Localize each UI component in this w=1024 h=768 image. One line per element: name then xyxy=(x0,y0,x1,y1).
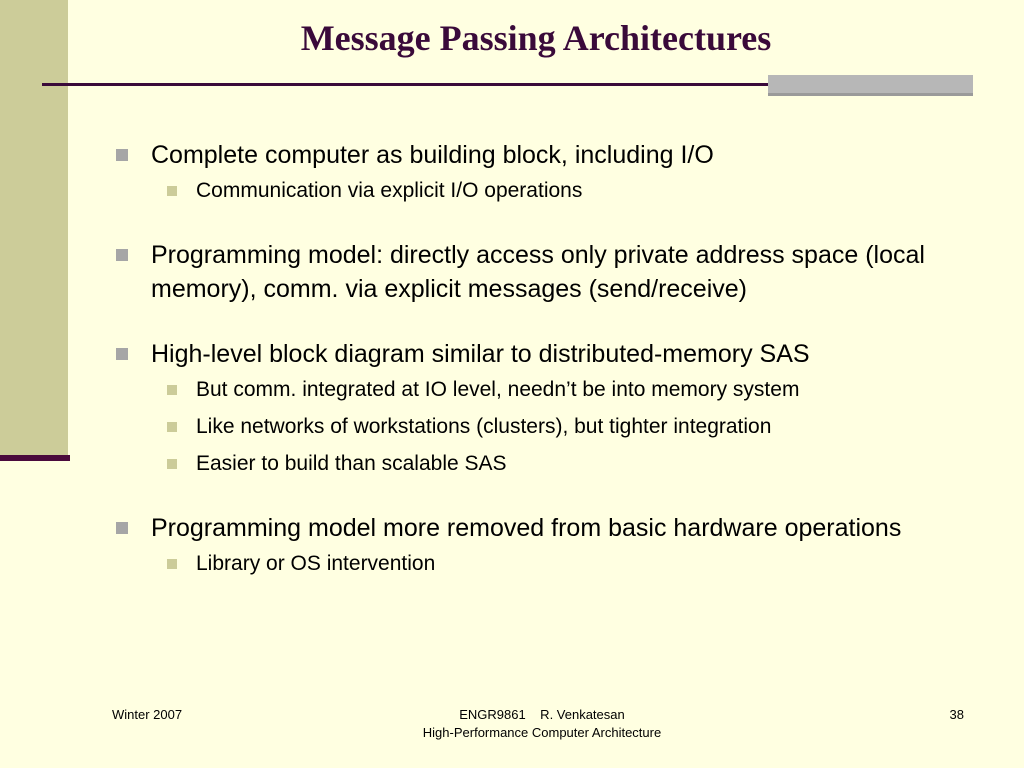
square-bullet-icon xyxy=(167,459,177,469)
bullet-text: Complete computer as building block, including I/O xyxy=(151,141,714,169)
sub-bullet-text: Like networks of workstations (clusters), but tighter integration xyxy=(196,415,772,438)
bullet-item xyxy=(112,511,982,545)
slide-title: Message Passing Architectures xyxy=(300,18,772,58)
bullet-item xyxy=(112,138,982,172)
sub-bullet-item xyxy=(112,371,982,408)
bullet-item xyxy=(112,337,982,371)
sub-bullet-text: Library or OS intervention xyxy=(196,552,436,575)
sub-bullet-text: But comm. integrated at IO level, needn’t be into memory system xyxy=(196,378,800,401)
bullet-item xyxy=(112,238,982,306)
left-decor-line xyxy=(0,455,70,461)
square-bullet-icon xyxy=(167,559,177,569)
footer-course-info xyxy=(392,706,692,742)
spacer xyxy=(112,306,982,337)
footer-course-line: ENGR9861 R. Venkatesan xyxy=(459,707,625,722)
left-decor-band xyxy=(0,0,68,456)
bullet-text: Programming model: directly access only private address space (local memory), comm. via explicit messages (send/receive) xyxy=(151,241,925,303)
bullet-text: Programming model more removed from basic hardware operations xyxy=(151,514,902,542)
sub-bullet-text: Easier to build than scalable SAS xyxy=(196,452,507,475)
title-accent-bar-line xyxy=(768,93,973,96)
sub-bullet-item xyxy=(112,172,982,209)
spacer xyxy=(112,209,982,238)
square-bullet-icon xyxy=(167,422,177,432)
footer-date: Winter 2007 xyxy=(112,707,183,722)
footer-course-title: High-Performance Computer Architecture xyxy=(422,725,662,740)
square-bullet-icon xyxy=(116,522,128,534)
square-bullet-icon xyxy=(167,186,177,196)
sub-bullet-item xyxy=(112,445,982,482)
square-bullet-icon xyxy=(116,249,128,261)
slide-body xyxy=(112,138,982,582)
square-bullet-icon xyxy=(167,385,177,395)
sub-bullet-text: Communication via explicit I/O operations xyxy=(196,179,583,202)
spacer xyxy=(112,482,982,511)
sub-bullet-item xyxy=(112,408,982,445)
square-bullet-icon xyxy=(116,149,128,161)
bullet-text: High-level block diagram similar to distributed-memory SAS xyxy=(151,340,810,368)
square-bullet-icon xyxy=(116,348,128,360)
sub-bullet-item xyxy=(112,545,982,582)
page-number: 38 xyxy=(949,707,964,722)
